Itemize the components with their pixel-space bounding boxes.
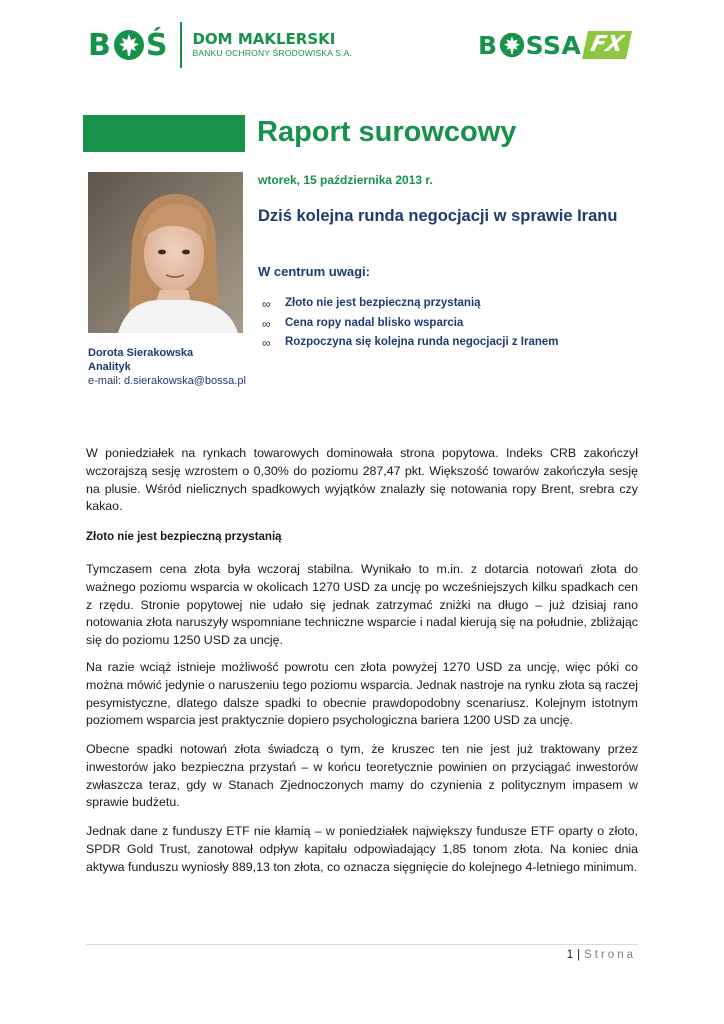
maple-leaf-icon — [113, 29, 145, 61]
paragraph-text: Tymczasem cena złota była wczoraj stabilna. Wynikało to m.in. z dotarcia notowań złota do ważnego poziomu wsparcia w okolicach 1270 USD za uncję po wcześniejszych kilku spadkach cen z rzędu. Stronie popytowej nie udało się jednak zatrzymać zniżki na długo – już dzisiaj rano notowania złota naruszyły wspomniane techniczne wsparcie i nadal kierują się na południe, zbliżając się do poziomu 1250 USD za uncję. — [86, 562, 638, 648]
focus-item — [262, 336, 559, 356]
footer-separator: | — [577, 949, 581, 961]
fx-badge: FX — [582, 31, 632, 59]
focus-item-text: Cena ropy nadal blisko wsparcia — [285, 316, 464, 329]
bos-logo-letter-b: B — [88, 27, 112, 63]
body-paragraph — [86, 741, 638, 812]
infinity-bullet-icon: ∞ — [262, 316, 271, 331]
bos-logo-wordmark — [88, 28, 168, 63]
author-email[interactable]: e-mail: d.sierakowska@bossa.pl — [88, 375, 246, 387]
paragraph-text: Jednak dane z funduszy ETF nie kłamią – w poniedziałek największy fundusze ETF oparty o złoto, SPDR Gold Trust, zanotował odpływ kapitału odpowiadający 1,85 tonom złota. Na koniec dnia aktywa funduszu wyniosły 889,13 ton złota, co oznacza sięgnięcie do kolejnego 4-letniego minimum. — [86, 824, 638, 874]
footer-divider — [86, 944, 638, 945]
logo-divider — [180, 22, 182, 68]
focus-heading: W centrum uwagi: — [258, 264, 370, 279]
page-number: 1 — [566, 949, 574, 961]
body-paragraph — [86, 561, 638, 650]
paragraph-text: Na razie wciąż istnieje możliwość powrotu cen złota powyżej 1270 USD za uncję, więc póki co można mówić jedynie o naruszeniu tego poziomu wsparcia. Jednak nastroje na rynku złota są raczej pesymistyczne, dlatego dalsze spadki to obecnie prawdopodobny scenariusz. Kolejnym istotnym poziomem wsparcia jest praktycznie dopiero psychologiczna bariera 1200 USD za uncję. — [86, 660, 638, 728]
focus-item-text: Złoto nie jest bezpieczną przystanią — [285, 297, 481, 309]
report-date: wtorek, 15 października 2013 r. — [258, 173, 433, 187]
body-paragraph — [86, 823, 638, 876]
report-title: Raport surowcowy — [257, 116, 517, 148]
bossa-fx-logo — [478, 28, 629, 62]
bossa-wordmark — [478, 31, 581, 60]
focus-list — [262, 297, 559, 356]
focus-item — [262, 297, 559, 317]
focus-item — [262, 317, 559, 337]
bos-logo-letter-s: Ś — [145, 27, 169, 63]
bossa-letters-ssa: SSA — [525, 30, 582, 60]
infinity-bullet-icon: ∞ — [262, 297, 271, 311]
bos-logo — [88, 22, 352, 68]
maple-leaf-icon — [499, 32, 525, 58]
analyst-portrait-image — [88, 172, 243, 333]
headline: Dziś kolejna runda negocjacji w sprawie Iranu — [258, 207, 618, 225]
dm-logo-text — [192, 31, 352, 59]
analyst-photo — [88, 172, 243, 333]
author-role: Analityk — [88, 361, 131, 373]
focus-item-text: Rozpoczyna się kolejna runda negocjacji z Iranem — [285, 336, 559, 348]
intro-text: W poniedziałek na rynkach towarowych dominowała strona popytowa. Indeks CRB zakończył wczorajszą sesję wzrostem o 0,30% do poziomu 287,47 pkt. Większość towarów zakończyła sesję na plusie. Wśród nielicznych spadkowych wyjątków znalazły się notowania ropy Brent, srebra czy kakao. — [86, 446, 638, 514]
author-name: Dorota Sierakowska — [88, 347, 194, 359]
paragraph-text: Obecne spadki notowań złota świadczą o tym, że kruszec ten nie jest już traktowany przez inwestorów jako bezpieczna przystań – w końcu teoretycznie powinien on przyciągać inwestorów zwłaszcza teraz, gdy w Stanach Zjednoczonych mamy do czynienia z politycznym impasem w sprawie budżetu. — [86, 742, 638, 810]
intro-paragraph — [86, 445, 638, 516]
body-paragraph — [86, 659, 638, 730]
page-footer — [440, 949, 636, 961]
dm-subtitle: BANKU OCHRONY ŚRODOWISKA S.A. — [192, 48, 353, 58]
dm-title: DOM MAKLERSKI — [192, 30, 336, 48]
infinity-bullet-icon: ∞ — [262, 336, 271, 350]
bossa-letter-b: B — [478, 30, 498, 60]
section-heading: Złoto nie jest bezpieczną przystanią — [86, 531, 282, 543]
title-band — [83, 115, 245, 152]
page-label: Strona — [584, 949, 636, 961]
